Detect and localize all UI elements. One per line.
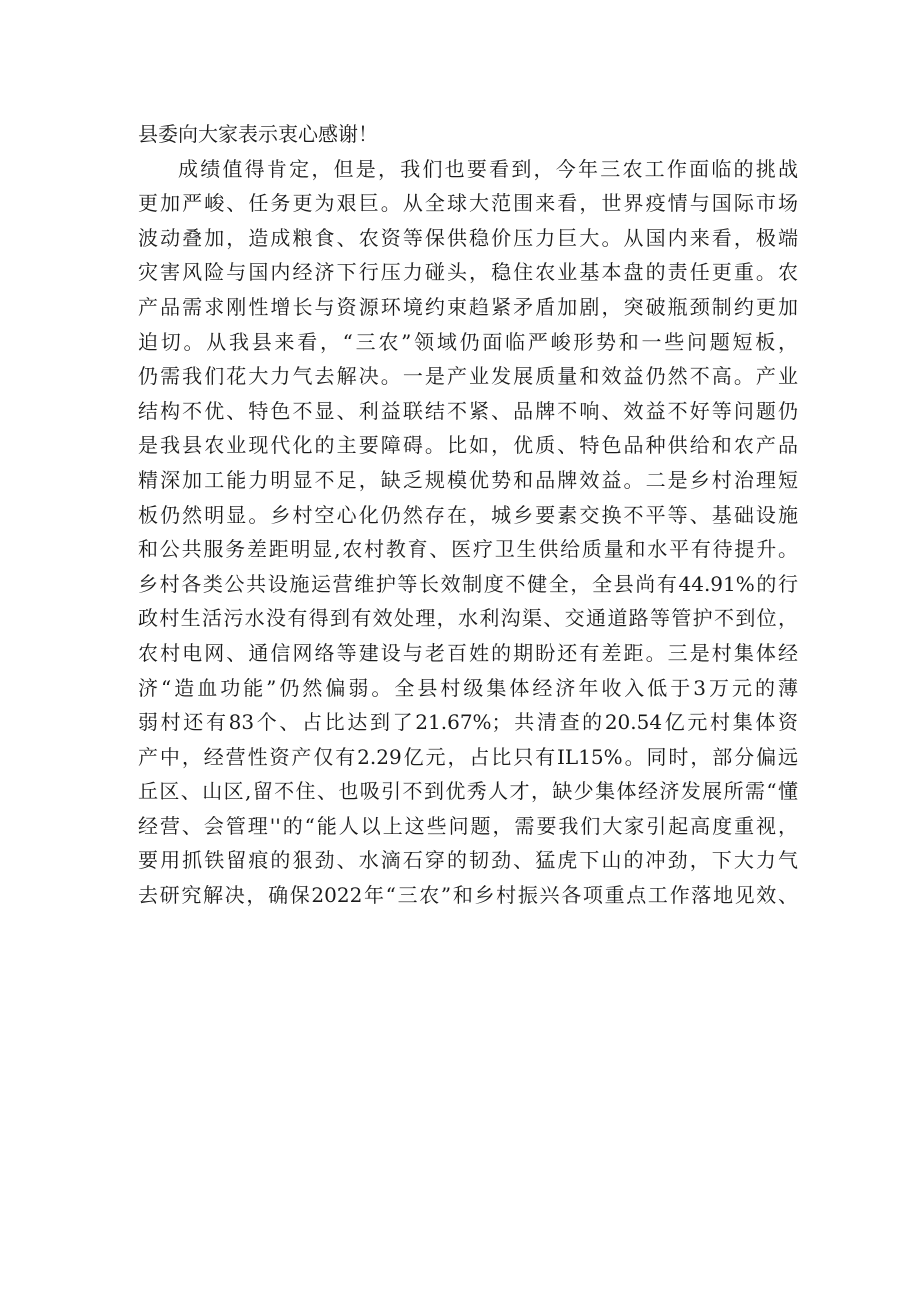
text-line: 板仍然明显。乡村空心化仍然存在，城乡要素交换不平等、基础设施 <box>138 502 798 527</box>
text-line: 波动叠加，造成粮食、农资等保供稳价压力巨大。从国内来看，极端 <box>138 225 798 250</box>
text-line: 是我县农业现代化的主要障碍。比如，优质、特色品种供给和农产品 <box>138 433 798 458</box>
text-line: 要用抓铁留痕的狠劲、水滴石穿的韧劲、猛虎下山的冲劲，下大力气 <box>138 848 798 873</box>
text-line: 经营、会管理''的“能人以上这些问题，需要我们大家引起高度重视， <box>138 813 798 838</box>
text-line: 去研究解决，确保2022年“三农”和乡村振兴各项重点工作落地见效、 <box>138 883 798 908</box>
text-line: 农村电网、通信网络等建设与老百姓的期盼还有差距。三是村集体经 <box>138 640 798 665</box>
text-line: 乡村各类公共设施运营维护等长效制度不健全，全县尚有44.91%的行 <box>138 571 798 596</box>
text-line: 和公共服务差距明显,农村教育、医疗卫生供给质量和水平有待提升。 <box>138 537 798 562</box>
text-line: 更加严峻、任务更为艰巨。从全球大范围来看，世界疫情与国际市场 <box>138 191 798 216</box>
text-line: 县委向大家表示衷心感谢！ <box>138 122 378 146</box>
text-line: 结构不优、特色不显、利益联结不紧、品牌不响、效益不好等问题仍 <box>138 398 798 423</box>
text-line: 精深加工能力明显不足，缺乏规模优势和品牌效益。二是乡村治理短 <box>138 467 798 492</box>
body-text <box>138 117 798 913</box>
text-line: 政村生活污水没有得到有效处理，水利沟渠、交通道路等管护不到位， <box>138 606 798 631</box>
text-line: 灾害风险与国内经济下行压力碰头，稳住农业基本盘的责任更重。农 <box>138 260 798 285</box>
text-line: 仍需我们花大力气去解决。一是产业发展质量和效益仍然不高。产业 <box>138 364 798 389</box>
paragraph-start-line: 成绩值得肯定，但是，我们也要看到，今年三农工作面临的挑战 <box>178 156 798 181</box>
text-line: 弱村还有83个、占比达到了21.67%；共清查的20.54亿元村集体资 <box>138 710 798 735</box>
text-line: 迫切。从我县来看，“三农”领域仍面临严峻形势和一些问题短板， <box>138 329 798 354</box>
text-line: 济“造血功能”仍然偏弱。全县村级集体经济年收入低于3万元的薄 <box>138 675 798 700</box>
text-line: 产中，经营性资产仅有2.29亿元，占比只有IL15%。同时，部分偏远 <box>138 744 798 769</box>
text-line: 丘区、山区,留不住、也吸引不到优秀人才，缺少集体经济发展所需“懂 <box>138 779 798 804</box>
text-line: 产品需求刚性增长与资源环境约束趋紧矛盾加剧，突破瓶颈制约更加 <box>138 294 798 319</box>
